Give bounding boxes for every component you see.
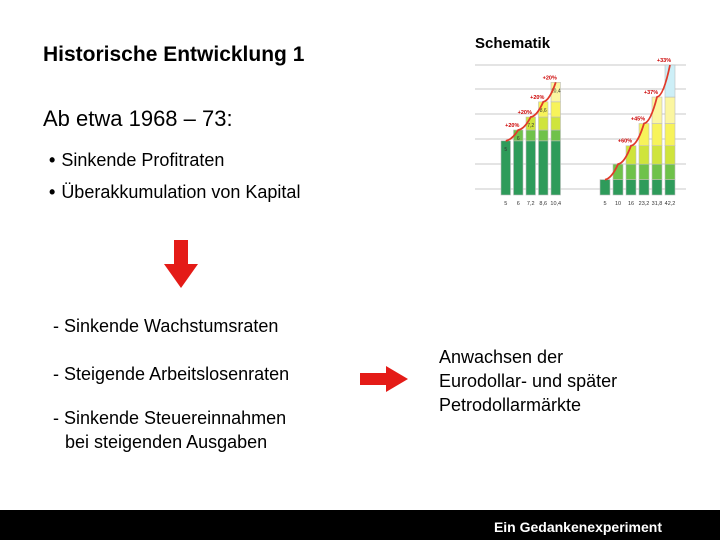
bar-segment	[626, 164, 636, 179]
footer-bar	[0, 510, 720, 540]
bar-segment	[551, 130, 561, 141]
growth-label: +20%	[542, 75, 557, 82]
growth-label: +45%	[630, 116, 646, 123]
bar-segment	[665, 180, 675, 195]
result-line: Eurodollar- und später	[439, 371, 618, 391]
bar-segment	[613, 180, 623, 195]
bullet-text: Sinkende Profitraten	[61, 150, 225, 170]
x-tick-label: 42,2	[664, 201, 676, 207]
data-label: 7,2	[527, 123, 535, 129]
bar-segment	[652, 146, 662, 164]
growth-label: +20%	[505, 123, 520, 129]
x-tick-label: 16	[627, 201, 635, 207]
down-arrow-icon	[164, 240, 198, 288]
data-label: 5	[504, 146, 508, 153]
bar-segment	[652, 164, 662, 179]
bullet-item	[49, 150, 224, 171]
bullet-text: Überakkumulation von Kapital	[61, 182, 301, 202]
bar-segment	[526, 141, 536, 195]
schematic-label: Schematik	[475, 35, 551, 52]
bar-segment	[539, 130, 549, 141]
bar-segment	[551, 102, 561, 117]
x-tick-label: 8,6	[539, 201, 548, 207]
consequence-item: bei steigenden Ausgaben	[65, 432, 268, 452]
consequence-item: - Steigende Arbeitslosenraten	[53, 364, 290, 384]
data-label: 8,6	[539, 107, 547, 114]
x-tick-label: 6	[516, 201, 520, 207]
growth-label: +60%	[617, 138, 633, 145]
growth-label: +37%	[643, 90, 659, 97]
right-arrow-icon	[360, 366, 408, 392]
bar-segment	[551, 141, 561, 195]
result-line: Anwachsen der	[439, 347, 564, 367]
footer-text: Ein Gedankenexperiment	[493, 519, 662, 535]
bar-segment	[652, 180, 662, 195]
consequence-item: - Sinkende Steuereinnahmen	[53, 408, 287, 428]
x-tick-label: 10	[614, 201, 622, 207]
result-text	[439, 345, 617, 417]
data-label: 6	[516, 136, 520, 142]
bullet-item	[49, 182, 300, 203]
x-tick-label: 7,2	[526, 201, 535, 207]
bar-segment	[514, 141, 524, 195]
bar-segment	[665, 164, 675, 179]
x-tick-label: 5	[504, 201, 508, 207]
bar-segment	[526, 130, 536, 141]
bar-segment	[639, 164, 649, 179]
slide-title: Historische Entwicklung 1	[43, 43, 305, 66]
x-tick-label: 31,8	[651, 201, 663, 207]
period-heading: Ab etwa 1968 – 73:	[43, 106, 233, 131]
schematic-chart	[474, 58, 689, 208]
bar-segment	[639, 146, 649, 164]
bar-segment	[665, 146, 675, 164]
bar-segment	[652, 124, 662, 146]
growth-label: +20%	[517, 110, 532, 116]
x-tick-label: 10,4	[550, 201, 562, 207]
bar-segment	[665, 124, 675, 146]
bar-segment	[626, 180, 636, 195]
bar-segment	[600, 180, 610, 195]
bar-segment	[639, 180, 649, 195]
bullet-dot: •	[49, 150, 56, 170]
x-tick-label: 23,2	[638, 201, 650, 207]
bar-segment	[539, 117, 549, 130]
bullet-dot: •	[49, 182, 56, 202]
consequence-item: - Sinkende Wachstumsraten	[53, 316, 279, 336]
bar-segment	[551, 117, 561, 130]
data-label: 10,4	[550, 88, 561, 95]
growth-label: +20%	[530, 94, 545, 101]
x-tick-label: 5	[603, 201, 607, 207]
result-line: Petrodollarmärkte	[439, 395, 582, 415]
bar-segment	[539, 141, 549, 195]
bar-segment	[665, 97, 675, 123]
growth-label: +33%	[656, 58, 672, 64]
